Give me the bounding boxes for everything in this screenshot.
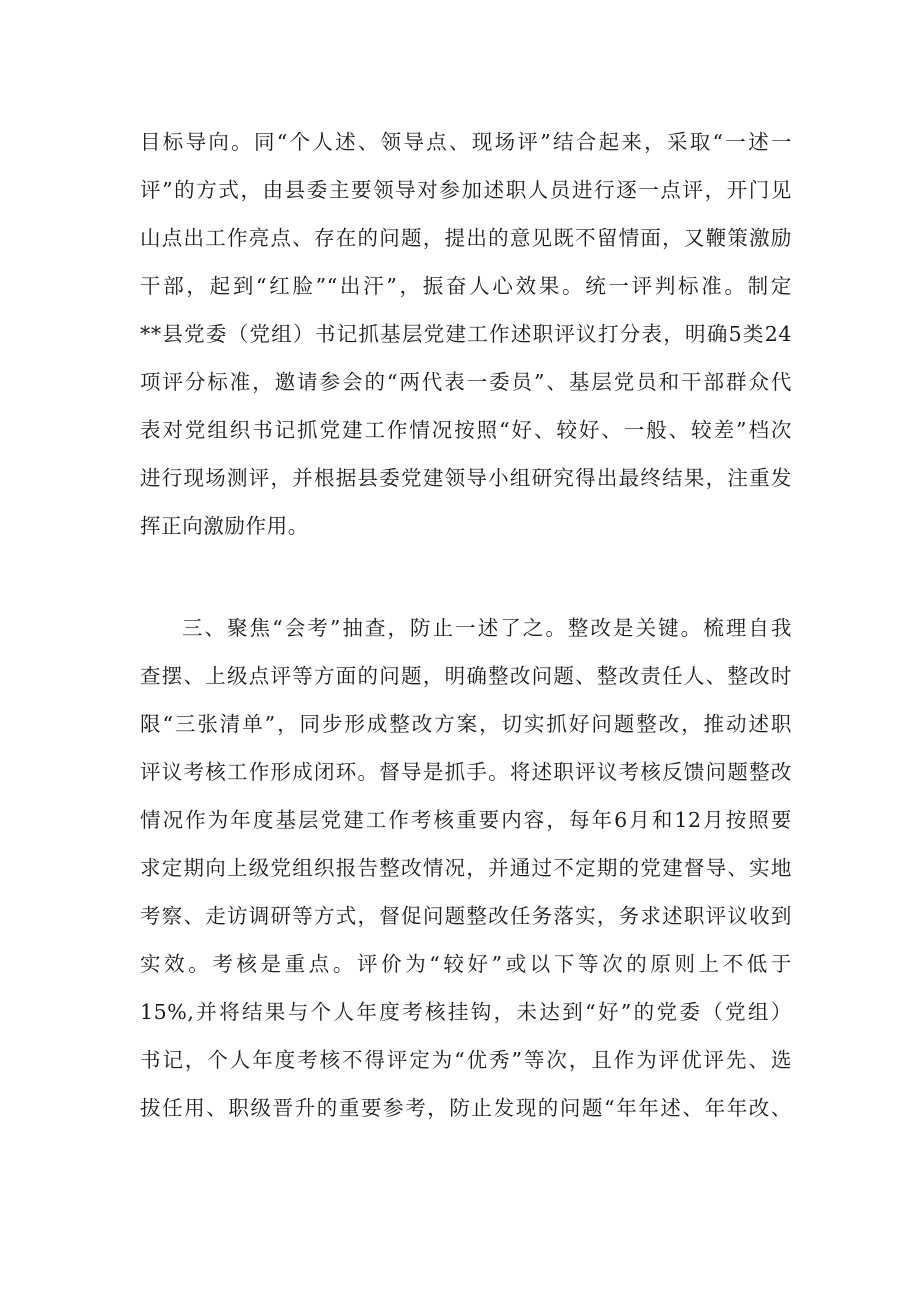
text-line: 评”的方式，由县委主要领导对参加述职人员进行逐一点评，开门见 [140,178,792,202]
text-line: 查摆、上级点评等方面的问题，明确整改问题、整改责任人、整改时 [140,664,792,688]
text-line: 实效。考核是重点。评价为“较好”或以下等次的原则上不低于 [140,952,792,976]
text-line: 干部，起到“红脸”“出汗”，振奋人心效果。统一评判标准。制定 [140,274,792,298]
text-line: 拔任用、职级晋升的重要参考，防止发现的问题“年年述、年年改、 [140,1096,792,1120]
text-line: 情况作为年度基层党建工作考核重要内容，每年6月和12月按照要 [140,808,792,832]
text-line: 限“三张清单”，同步形成整改方案，切实抓好问题整改，推动述职 [140,712,792,736]
body-paragraph-1 [140,118,792,550]
text-line: 山点出工作亮点、存在的问题，提出的意见既不留情面，又鞭策激励 [140,226,792,250]
text-line: 表对党组织书记抓党建工作情况按照“好、较好、一般、较差”档次 [140,418,792,442]
text-line: 评议考核工作形成闭环。督导是抓手。将述职评议考核反馈问题整改 [140,760,792,784]
text-line: 考察、走访调研等方式，督促问题整改任务落实，务求述职评议收到 [140,904,792,928]
text-line: 三、聚焦“会考”抽查，防止一述了之。整改是关键。梳理自我 [182,616,792,640]
text-line: 15%,并将结果与个人年度考核挂钩，未达到“好”的党委（党组） [140,1000,792,1024]
text-line: 项评分标准，邀请参会的“两代表一委员”、基层党员和干部群众代 [140,370,792,394]
text-line: 求定期向上级党组织报告整改情况，并通过不定期的党建督导、实地 [140,856,792,880]
body-paragraph-2 [140,604,792,1132]
text-line: **县党委（党组）书记抓基层党建工作述职评议打分表，明确5类24 [140,322,792,346]
text-line: 目标导向。同“个人述、领导点、现场评”结合起来，采取“一述一 [140,130,792,154]
text-line: 书记，个人年度考核不得评定为“优秀”等次，且作为评优评先、选 [140,1048,792,1072]
text-line: 挥正向激励作用。 [140,514,309,538]
text-line: 进行现场测评，并根据县委党建领导小组研究得出最终结果，注重发 [140,466,792,490]
